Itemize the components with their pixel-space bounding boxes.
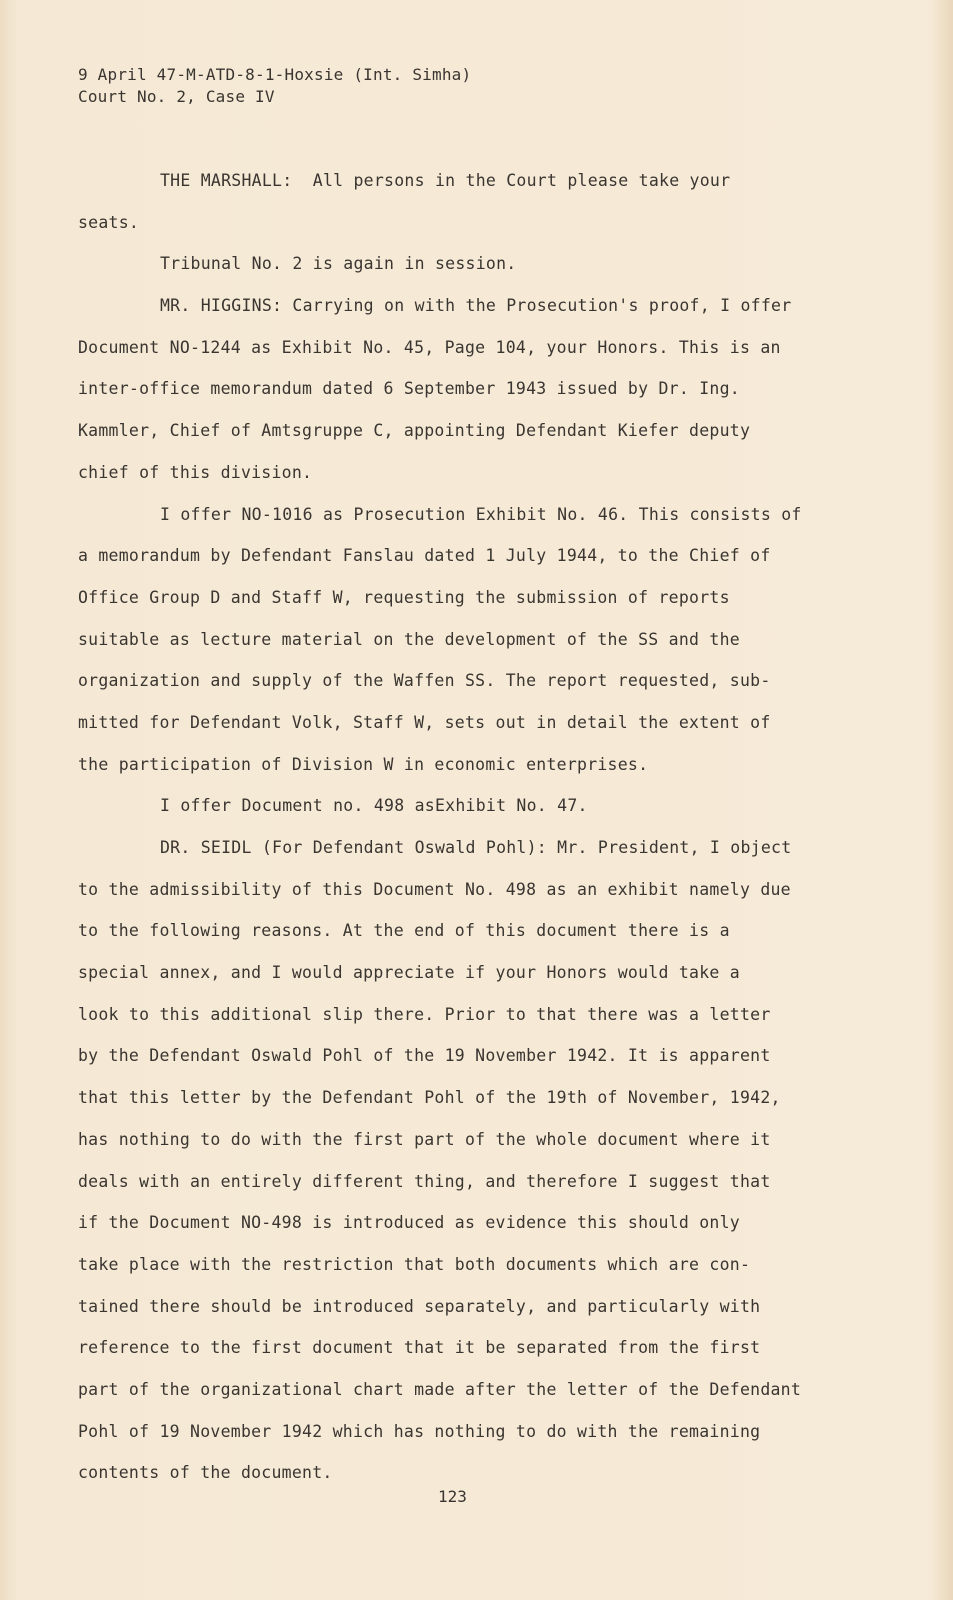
text-line: if the Document NO-498 is introduced as evidence this should only [78,1213,740,1233]
text-line: take place with the restriction that both documents which are con- [78,1254,751,1274]
text-line: I offer NO-1016 as Prosecution Exhibit No. 46. This consists of [160,504,802,524]
text-line: tained there should be introduced separately, and particularly with [78,1296,761,1316]
header-line-2: Court No. 2, Case IV [78,87,275,106]
text-line: organization and supply of the Waffen SS. The report requested, sub- [78,671,771,691]
text-line: Kammler, Chief of Amtsgruppe C, appointing Defendant Kiefer deputy [78,421,751,441]
text-line: a memorandum by Defendant Fanslau dated 1 July 1944, to the Chief of [78,546,771,566]
text-line: Office Group D and Staff W, requesting the submission of reports [78,587,730,607]
text-line: has nothing to do with the first part of the whole document where it [78,1129,771,1149]
text-line: Tribunal No. 2 is again in session. [160,254,517,274]
text-line: MR. HIGGINS: Carrying on with the Prosecution's proof, I offer [160,296,792,316]
text-line: by the Defendant Oswald Pohl of the 19 November 1942. It is apparent [78,1046,771,1066]
text-line: deals with an entirely different thing, and therefore I suggest that [78,1171,771,1191]
page-number: 123 [438,1487,467,1506]
text-line: Pohl of 19 November 1942 which has nothing to do with the remaining [78,1421,761,1441]
text-line: that this letter by the Defendant Pohl of the 19th of November, 1942, [78,1088,781,1108]
text-line: suitable as lecture material on the development of the SS and the [78,629,740,649]
text-line: chief of this division. [78,462,313,482]
transcript-body [78,160,818,1494]
document-header [78,64,471,108]
text-line: THE MARSHALL: All persons in the Court please take your [160,171,731,190]
text-line: contents of the document. [78,1463,333,1483]
text-line: seats. [78,212,140,232]
text-line: the participation of Division W in economic enterprises. [78,754,649,774]
text-line: look to this additional slip there. Prior to that there was a letter [78,1004,771,1024]
text-line: reference to the first document that it be separated from the first [78,1338,761,1358]
text-line: part of the organizational chart made after the letter of the Defendant [78,1379,802,1399]
text-line: to the admissibility of this Document No. 498 as an exhibit namely due [78,879,791,899]
text-line: inter-office memorandum dated 6 September 1943 issued by Dr. Ing. [78,379,740,399]
text-line: mitted for Defendant Volk, Staff W, sets out in detail the extent of [78,712,771,732]
text-line: Document NO-1244 as Exhibit No. 45, Page 104, your Honors. This is an [78,337,781,357]
text-line: special annex, and I would appreciate if your Honors would take a [78,963,740,983]
text-line: to the following reasons. At the end of this document there is a [78,921,730,941]
text-line: DR. SEIDL (For Defendant Oswald Pohl): Mr. President, I object [160,838,792,857]
text-line: I offer Document no. 498 asExhibit No. 47. [160,796,588,816]
header-line-1: 9 April 47-M-ATD-8-1-Hoxsie (Int. Simha) [78,65,472,84]
